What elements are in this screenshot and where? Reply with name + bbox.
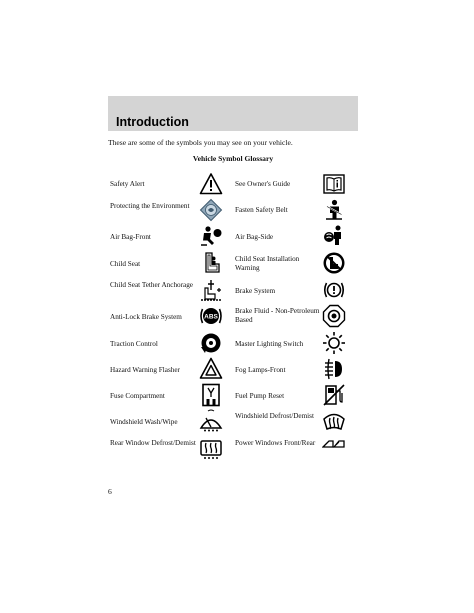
air-bag-front-icon: [199, 224, 223, 248]
glossary-row: [108, 278, 358, 304]
symbol-label: Air Bag-Front: [110, 233, 151, 241]
symbol-label: Child Seat: [110, 260, 141, 268]
glossary-row: [108, 198, 358, 224]
symbol-label: Brake Fluid - Non-Petroleum Based: [235, 307, 320, 324]
symbol-label: Child Seat Installation Warning: [235, 255, 300, 272]
hazard-flasher-icon: [199, 357, 223, 381]
glossary-title: Vehicle Symbol Glossary: [192, 154, 274, 163]
page-number: 6: [108, 487, 112, 496]
symbol-label: Master Lighting Switch: [235, 340, 304, 348]
symbol-label: See Owner's Guide: [235, 180, 291, 188]
rear-defrost-icon: [199, 436, 223, 460]
safety-belt-icon: [322, 198, 346, 222]
glossary-row: [108, 172, 358, 198]
symbol-label: Fasten Safety Belt: [235, 206, 288, 214]
symbol-label: Anti-Lock Brake System: [110, 313, 182, 321]
section-title: Introduction: [116, 115, 189, 129]
section-header: [108, 96, 358, 131]
glossary-row: [108, 436, 358, 462]
symbol-label: Fuel Pump Reset: [235, 392, 285, 400]
brake-fluid-icon: [322, 304, 346, 328]
glossary-row: [108, 383, 358, 409]
child-seat-warning-icon: [322, 251, 346, 275]
symbol-label: Rear Window Defrost/Demist: [110, 439, 196, 447]
symbol-label: Fog Lamps-Front: [235, 366, 286, 374]
fog-lamps-icon: [322, 357, 346, 381]
abs-icon: [199, 304, 223, 328]
glossary-row: [108, 409, 358, 435]
air-bag-side-icon: [322, 224, 346, 248]
lighting-switch-icon: [322, 331, 346, 355]
brake-system-icon: [322, 278, 346, 302]
symbol-label: Air Bag-Side: [235, 233, 274, 241]
wash-wipe-icon: [199, 409, 223, 433]
intro-text: These are some of the symbols you may see on your vehicle.: [108, 138, 293, 147]
traction-control-icon: [199, 331, 223, 355]
symbol-label: Child Seat Tether Anchorage: [110, 281, 193, 289]
symbol-label: Fuse Compartment: [110, 392, 165, 400]
environment-icon: [199, 198, 223, 222]
glossary-row: [108, 357, 358, 383]
glossary-row: [108, 224, 358, 250]
symbol-label: Windshield Defrost/Demist: [235, 412, 314, 420]
glossary-row: [108, 331, 358, 357]
child-seat-icon: [199, 251, 223, 275]
symbol-label: Traction Control: [110, 340, 158, 348]
symbol-label: Power Windows Front/Rear: [235, 439, 316, 447]
symbol-label: Hazard Warning Flasher: [110, 366, 180, 374]
windshield-defrost-icon: [322, 409, 346, 433]
glossary-row: [108, 251, 358, 277]
power-windows-icon: [322, 436, 346, 460]
tether-anchorage-icon: [199, 278, 223, 302]
symbol-label: Brake System: [235, 287, 276, 295]
svg-text:ABS: ABS: [204, 313, 218, 321]
safety-alert-icon: [199, 172, 223, 196]
fuel-pump-reset-icon: [322, 383, 346, 407]
glossary-row: [108, 304, 358, 330]
fuse-compartment-icon: [199, 383, 223, 407]
owners-guide-icon: [322, 172, 346, 196]
symbol-label: Safety Alert: [110, 180, 145, 188]
symbol-label: Windshield Wash/Wipe: [110, 418, 178, 426]
symbol-label: Protecting the Environment: [110, 202, 190, 210]
